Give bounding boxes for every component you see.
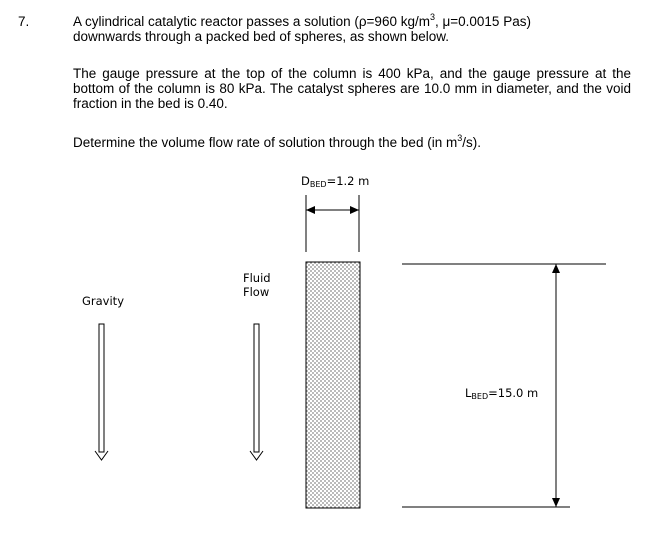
bed-diameter-value: =1.2 m — [326, 174, 370, 188]
flow-unit-exponent: 3 — [457, 132, 463, 143]
fluid-flow-arrow-icon — [250, 324, 263, 460]
gravity-arrow-icon — [95, 324, 108, 460]
problem-intro-line1-pre: A cylindrical catalytic reactor passes a solution (ρ=960 kg/m — [73, 14, 430, 29]
bed-length-subscript: BED — [471, 392, 489, 401]
bed-diameter-symbol: D — [301, 174, 310, 188]
bed-length-value: =15.0 m — [488, 386, 539, 400]
problem-task-pre: Determine the volume flow rate of solution through the bed (in m — [73, 135, 458, 150]
bed-diameter-subscript: BED — [309, 180, 327, 189]
diameter-dimension — [306, 195, 359, 252]
problem-intro-line1-post: , μ=0.0015 Pas) — [434, 14, 531, 29]
fluid-flow-label — [243, 271, 271, 299]
density-unit-exponent: 3 — [429, 11, 435, 22]
packed-bed-column — [306, 262, 360, 508]
gravity-label: Gravity — [82, 294, 125, 308]
fluid-label-line2: Flow — [243, 285, 270, 299]
bed-length-symbol: L — [465, 386, 472, 400]
bed-length-label — [465, 386, 538, 402]
problem-task-post: /s). — [462, 135, 481, 150]
problem-intro-line2: downwards through a packed bed of spheres, as shown below. — [73, 29, 449, 44]
problem-conditions: The gauge pressure at the top of the column is 400 kPa, and the gauge pressure at the bottom of the column is 80 kPa. The catalyst spheres are 10.0 mm in diameter, and the void fraction in the bed is 0.40. — [73, 66, 631, 111]
question-number: 7. — [18, 14, 30, 29]
fluid-label-line1: Fluid — [243, 271, 271, 285]
bed-diameter-label — [301, 174, 369, 190]
